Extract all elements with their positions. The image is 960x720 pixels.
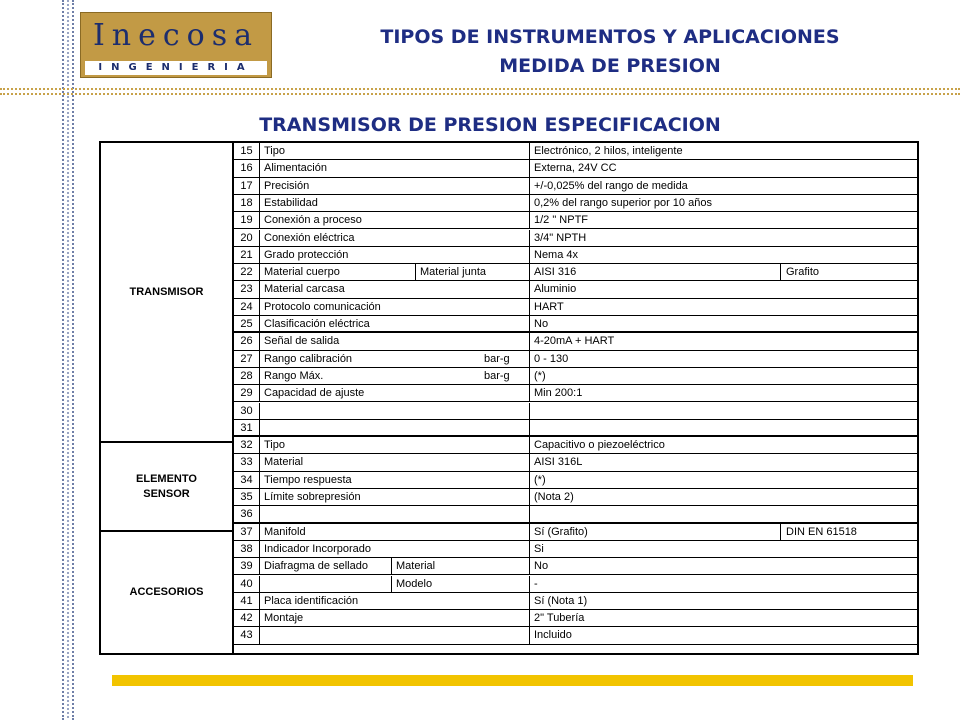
row-value-cell: [530, 489, 917, 505]
row-label-cell: [260, 178, 530, 194]
table-row: [234, 333, 917, 350]
row-label: Material: [264, 456, 304, 469]
row-label-cell: [260, 627, 530, 643]
row-label-cell: [260, 264, 530, 280]
row-label: Conexión eléctrica: [264, 231, 355, 244]
value-column-divider: [780, 524, 781, 540]
table-row: [234, 178, 917, 195]
row-value-cell: [530, 195, 917, 211]
row-label: Estabilidad: [264, 196, 318, 209]
table-row: [234, 627, 917, 644]
row-number: 30: [234, 403, 260, 419]
row-unit: bar-g: [484, 352, 510, 365]
row-number: 31: [234, 420, 260, 435]
row-label: Precisión: [264, 179, 310, 192]
row-label-cell: [260, 420, 530, 435]
row-label-cell: [260, 143, 530, 159]
row-number: 26: [234, 333, 260, 349]
row-number: 21: [234, 247, 260, 263]
row-sub-label: Material junta: [420, 266, 487, 279]
row-number: 27: [234, 351, 260, 367]
row-value-cell: [530, 524, 917, 540]
row-value-cell: [530, 420, 917, 435]
row-number: 23: [234, 281, 260, 297]
row-value-cell: [530, 333, 917, 349]
row-label-cell: [260, 368, 530, 384]
row-value: +/-0,025% del rango de medida: [534, 179, 688, 192]
row-label-cell: [260, 454, 530, 470]
row-value-cell: [530, 403, 917, 419]
row-label-cell: [260, 541, 530, 557]
sub-column-divider: [391, 558, 392, 574]
row-label-cell: [260, 333, 530, 349]
row-value: 4-20mA + HART: [534, 335, 615, 348]
row-value-cell: [530, 247, 917, 263]
row-value-cell: [530, 178, 917, 194]
table-row: [234, 143, 917, 160]
row-value-cell: [530, 506, 917, 521]
row-number: 34: [234, 472, 260, 488]
row-label-cell: [260, 281, 530, 297]
row-value: Aluminio: [534, 283, 577, 296]
left-decorative-rail: [62, 0, 74, 720]
row-number: 42: [234, 610, 260, 626]
logo-main-text: Inecosa: [92, 18, 260, 53]
table-row: [234, 368, 917, 385]
table-row: [234, 385, 917, 402]
row-number: 40: [234, 576, 260, 592]
row-value-secondary: DIN EN 61518: [786, 525, 857, 538]
row-number: 18: [234, 195, 260, 211]
row-label: Tiempo respuesta: [264, 473, 352, 486]
row-label: Protocolo comunicación: [264, 300, 381, 313]
row-number: 25: [234, 316, 260, 331]
sub-column-divider: [415, 264, 416, 280]
row-value: (*): [534, 369, 546, 382]
page-title-line2: MEDIDA DE PRESION: [499, 55, 721, 77]
table-row: [234, 299, 917, 316]
row-value: 2" Tubería: [534, 612, 585, 625]
row-value-cell: [530, 281, 917, 297]
row-label: Rango calibración: [264, 352, 353, 365]
row-value-cell: [530, 627, 917, 643]
row-value-cell: [530, 472, 917, 488]
row-value-cell: [530, 576, 917, 592]
row-value-cell: [530, 541, 917, 557]
row-number: 15: [234, 143, 260, 159]
row-number: 16: [234, 160, 260, 176]
row-value: Sí (Nota 1): [534, 594, 588, 607]
row-value-cell: [530, 610, 917, 626]
row-value: No: [534, 318, 549, 330]
table-row: [234, 610, 917, 627]
logo-sub-text: INGENIERIA: [85, 61, 267, 75]
row-value-cell: [530, 316, 917, 331]
row-value: Min 200:1: [534, 387, 583, 400]
row-value: HART: [534, 300, 564, 313]
row-sub-label: Modelo: [396, 577, 433, 590]
row-number: 32: [234, 437, 260, 453]
row-value: No: [534, 560, 549, 573]
row-label-cell: [260, 316, 530, 331]
value-column-divider: [780, 264, 781, 280]
row-value-cell: [530, 264, 917, 280]
row-label-cell: [260, 610, 530, 626]
row-label-cell: [260, 524, 530, 540]
row-value-cell: [530, 593, 917, 609]
row-label-cell: [260, 247, 530, 263]
table-row: [234, 541, 917, 558]
row-label: Grado protección: [264, 248, 349, 261]
row-label: Señal de salida: [264, 335, 340, 348]
table-row: [234, 212, 917, 229]
row-number: 39: [234, 558, 260, 574]
row-value: Si: [534, 542, 544, 555]
group-accesorios: ACCESORIOS: [101, 532, 234, 653]
row-label-cell: [260, 160, 530, 176]
row-label: Capacidad de ajuste: [264, 387, 365, 400]
table-row: [234, 316, 917, 333]
row-value: 3/4" NPTH: [534, 231, 587, 244]
row-number: 37: [234, 524, 260, 540]
table-row: [234, 524, 917, 541]
row-label: Tipo: [264, 145, 285, 157]
row-number: 35: [234, 489, 260, 505]
row-sub-label: Material: [396, 560, 436, 573]
row-label-cell: [260, 558, 530, 574]
row-value: Incluido: [534, 629, 572, 642]
row-number: 33: [234, 454, 260, 470]
row-unit: bar-g: [484, 369, 510, 382]
row-label-cell: [260, 472, 530, 488]
row-value: Sí (Grafito): [534, 525, 588, 538]
row-label-cell: [260, 230, 530, 246]
sub-column-divider: [391, 576, 392, 592]
row-value: (Nota 2): [534, 491, 574, 503]
row-label-cell: [260, 489, 530, 505]
table-row: [234, 437, 917, 454]
row-label: Alimentación: [264, 162, 327, 175]
row-label-cell: [260, 299, 530, 315]
table-row: [234, 247, 917, 264]
group-elemento-sensor: ELEMENTO SENSOR: [101, 443, 234, 532]
table-row: [234, 576, 917, 593]
row-label: Material cuerpo: [264, 266, 340, 279]
row-label: Diafragma de sellado: [264, 560, 368, 573]
row-label: Clasificación eléctrica: [264, 318, 370, 330]
table-row: [234, 195, 917, 212]
row-label-cell: [260, 593, 530, 609]
row-value: Electrónico, 2 hilos, inteligente: [534, 145, 683, 157]
table-row: [234, 454, 917, 471]
row-label: Límite sobrepresión: [264, 491, 361, 503]
row-value: Capacitivo o piezoeléctrico: [534, 439, 665, 452]
row-value: Externa, 24V CC: [534, 162, 617, 175]
row-number: 28: [234, 368, 260, 384]
row-label: Indicador Incorporado: [264, 542, 372, 555]
row-label-cell: [260, 506, 530, 521]
row-value: -: [534, 577, 538, 590]
row-value-cell: [530, 351, 917, 367]
row-value-cell: [530, 385, 917, 401]
row-label: Tipo: [264, 439, 285, 452]
table-row: [234, 281, 917, 298]
table-row: [234, 593, 917, 610]
company-logo: [80, 12, 272, 78]
row-value-secondary: Grafito: [786, 266, 820, 279]
row-value-cell: [530, 558, 917, 574]
header-divider: [0, 88, 960, 95]
row-number: 22: [234, 264, 260, 280]
page-title-line1: TIPOS DE INSTRUMENTOS Y APLICACIONES: [380, 26, 840, 48]
row-label-cell: [260, 212, 530, 228]
row-label-cell: [260, 576, 530, 592]
row-number: 38: [234, 541, 260, 557]
table-row: [234, 351, 917, 368]
row-label-cell: [260, 403, 530, 419]
table-row: [234, 160, 917, 177]
row-label: Conexión a proceso: [264, 214, 362, 227]
row-value-cell: [530, 454, 917, 470]
row-label-cell: [260, 385, 530, 401]
row-label-cell: [260, 351, 530, 367]
row-number: 17: [234, 178, 260, 194]
row-number: 43: [234, 627, 260, 643]
row-value-cell: [530, 160, 917, 176]
row-value-cell: [530, 299, 917, 315]
table-row: [234, 420, 917, 437]
row-value-cell: [530, 368, 917, 384]
row-value: Nema 4x: [534, 248, 579, 261]
group-transmisor: TRANSMISOR: [101, 143, 234, 443]
row-value-cell: [530, 212, 917, 228]
row-value: AISI 316: [534, 266, 577, 279]
row-value-cell: [530, 230, 917, 246]
row-number: 29: [234, 385, 260, 401]
table-row: [234, 230, 917, 247]
table-row: [234, 264, 917, 281]
row-label-cell: [260, 437, 530, 453]
row-value-cell: [530, 143, 917, 159]
row-value: 0,2% del rango superior por 10 años: [534, 196, 712, 209]
row-number: 41: [234, 593, 260, 609]
table-row: [234, 558, 917, 575]
row-label: Placa identificación: [264, 594, 359, 607]
row-label: Montaje: [264, 612, 304, 625]
row-value: 1/2 " NPTF: [534, 214, 589, 227]
row-number: 19: [234, 212, 260, 228]
row-value-cell: [530, 437, 917, 453]
row-value: (*): [534, 473, 546, 486]
table-row: [234, 506, 917, 523]
footer-gold-bar: [112, 675, 913, 686]
row-number: 24: [234, 299, 260, 315]
row-label: Rango Máx.: [264, 369, 324, 382]
row-number: 20: [234, 230, 260, 246]
row-value: 0 - 130: [534, 352, 569, 365]
row-label-cell: [260, 195, 530, 211]
section-subtitle: TRANSMISOR DE PRESION ESPECIFICACION: [259, 114, 721, 136]
row-value: AISI 316L: [534, 456, 583, 469]
specification-table: [99, 141, 919, 655]
table-row: [234, 489, 917, 506]
table-row: [234, 403, 917, 420]
row-number: 36: [234, 506, 260, 521]
row-label: Material carcasa: [264, 283, 345, 296]
row-label: Manifold: [264, 525, 306, 538]
table-row: [234, 472, 917, 489]
